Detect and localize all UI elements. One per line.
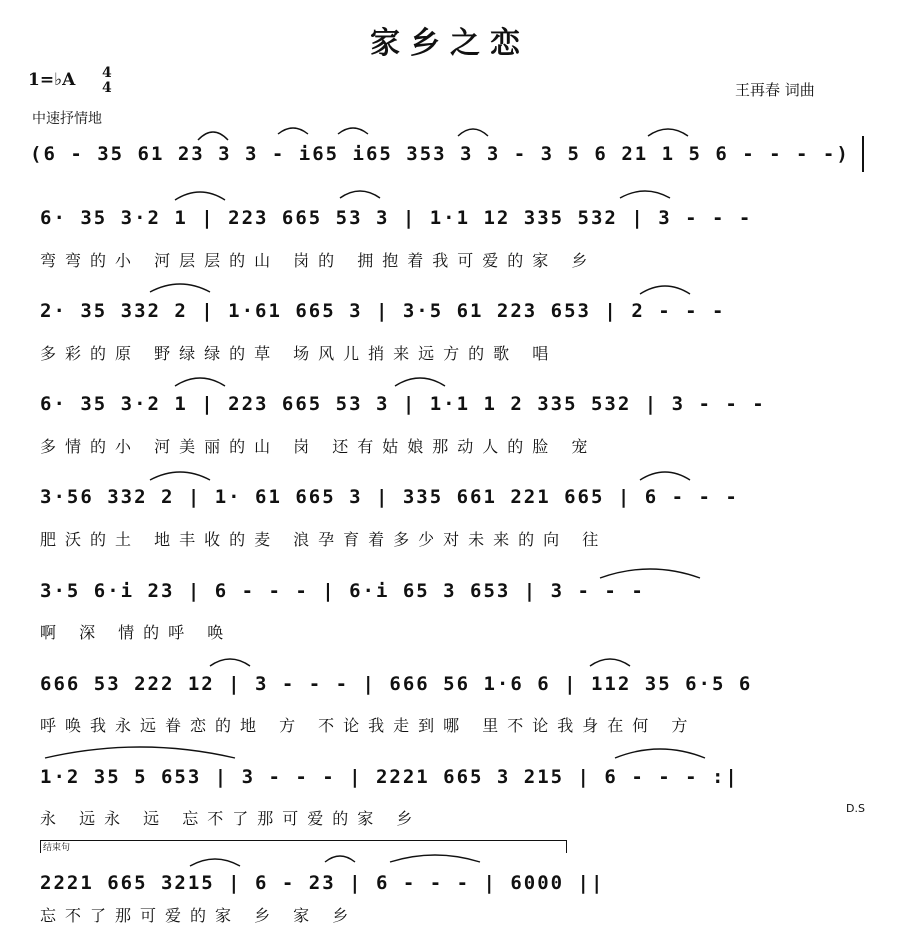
song-title: 家乡之恋	[370, 26, 530, 61]
system-3-notes: 6· 35 3·2 1 | 223 665 53 3 | 1·1 1 2 335 532 | 3 - - -	[40, 393, 766, 415]
system-1-notes: 6· 35 3·2 1 | 223 665 53 3 | 1·1 12 335 532 | 3 - - -	[40, 207, 753, 229]
system-1-lyrics: 弯弯的小 河层层的山 岗的 拥抱着我可爱的家 乡	[40, 251, 597, 270]
slur	[590, 659, 630, 666]
system-5-notes: 3·5 6·i 23 | 6 - - - | 6·i 65 3 653 | 3 - - -	[40, 580, 645, 602]
composer-credit: 王再春 词曲	[735, 81, 815, 99]
ending-label: 结束句	[43, 843, 71, 853]
slur	[390, 855, 480, 862]
system-8-notes: 2221 665 3215 | 6 - 23 | 6 - - - | 6000 ||	[40, 872, 605, 894]
slur	[198, 132, 228, 140]
system-2-lyrics: 多彩的原 野绿绿的草 场风儿捎来远方的歌 唱	[40, 344, 558, 363]
meter-top: 4	[102, 65, 112, 81]
system-4-lyrics: 肥沃的土 地丰收的麦 浪孕育着多少对未来的向 往	[40, 530, 608, 549]
system-7-notes: 1·2 35 5 653 | 3 - - - | 2221 665 3 215 | 6 - - - :|	[40, 766, 739, 788]
dal-segno-marking: D.S	[846, 802, 865, 815]
system-5-lyrics: 啊 深 情的呼 唤	[40, 623, 233, 642]
slur	[615, 749, 705, 758]
slur	[175, 192, 225, 200]
system-4-notes: 3·56 332 2 | 1· 61 665 3 | 335 661 221 665 | 6 - - -	[40, 486, 739, 508]
system-3-lyrics: 多情的小 河美丽的山 岗 还有姑娘那动人的脸 宠	[40, 437, 597, 456]
slur	[278, 128, 308, 134]
system-2-notes: 2· 35 332 2 | 1·61 665 3 | 3·5 61 223 653 | 2 - - -	[40, 300, 726, 322]
slur	[210, 659, 250, 666]
slur	[150, 472, 210, 480]
slur	[600, 569, 700, 578]
slur	[338, 128, 368, 134]
slur	[175, 378, 225, 386]
slur	[640, 286, 690, 294]
system-7-lyrics: 永 远永 远 忘不了那可爱的家 乡	[40, 809, 422, 828]
system-6-lyrics: 呼唤我永远眷恋的地 方 不论我走到哪 里不论我身在何 方	[40, 716, 697, 735]
tempo-marking: 中速抒情地	[32, 111, 102, 127]
slur	[45, 747, 235, 758]
slur	[325, 856, 355, 862]
slur	[340, 191, 380, 198]
system-6-notes: 666 53 222 12 | 3 - - - | 666 56 1·6 6 | 112 35 6·5 6	[40, 673, 753, 695]
slur	[458, 129, 488, 136]
intro-notes: (6 - 35 61 23 3 3 - i65 i65 353 3 3 - 3 5 6 21 1 5 6 - - - -)	[30, 143, 850, 165]
slur	[620, 191, 670, 198]
system-8-lyrics: 忘不了那可爱的家 乡 家 乡	[40, 906, 358, 925]
slur	[648, 129, 688, 136]
slur	[395, 378, 445, 386]
slur	[190, 859, 240, 866]
key-signature: 1=♭A	[28, 70, 76, 90]
meter-bottom: 4	[102, 80, 112, 96]
slur	[150, 284, 210, 292]
slur	[640, 472, 690, 480]
